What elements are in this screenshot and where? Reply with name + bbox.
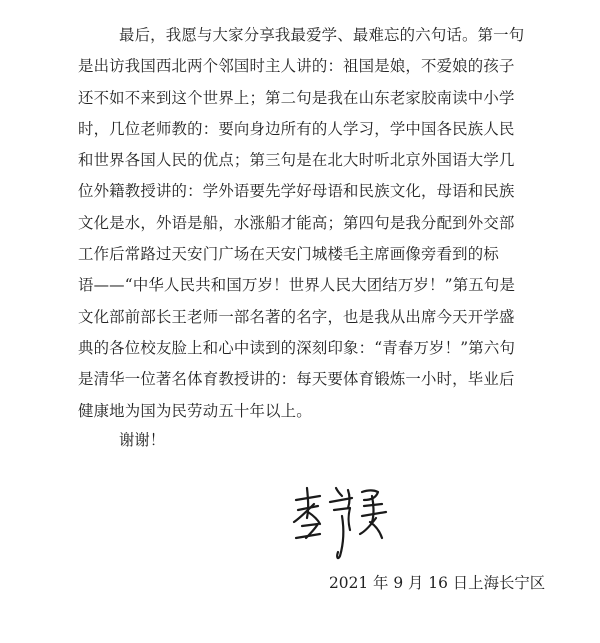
letter-line: 是出访我国西北两个邻国时主人讲的：祖国是娘，不爱娘的孩子: [78, 57, 515, 76]
letter-line: 文化部前部长王老师一部名著的名字，也是我从出席今天开学盛: [78, 307, 515, 326]
thanks-text: 谢谢！: [119, 431, 166, 449]
letter-line: 最后，我愿与大家分享我最爱学、最难忘的六句话。第一句: [119, 26, 525, 44]
letter-line: 还不如不来到这个世界上；第二句是我在山东老家胶南读中小学: [78, 88, 515, 107]
handwritten-signature: [290, 482, 400, 562]
closing-date-place: 2021 年 9 月 16 日上海长宁区: [329, 574, 546, 592]
letter-line: 是清华一位著名体育教授讲的：每天要体育锻炼一小时，毕业后: [78, 370, 515, 389]
letter-line: 时，几位老师教的：要向身边所有的人学习，学中国各民族人民: [78, 119, 515, 138]
letter-line: 工作后常路过天安门广场在天安门城楼毛主席画像旁看到的标: [78, 245, 499, 264]
letter-line: 文化是水，外语是船，水涨船才能高；第四句是我分配到外交部: [78, 213, 515, 232]
letter-line: 健康地为国为民劳动五十年以上。: [78, 401, 312, 420]
letter-body: [78, 20, 525, 427]
letter-line: 和世界各国人民的优点；第三句是在北大时听北京外国语大学几: [78, 151, 515, 170]
letter-line: 语——“中华人民共和国万岁！世界人民大团结万岁！”第五句是: [78, 276, 516, 295]
letter-line: 典的各位校友脸上和心中读到的深刻印象：“青春万岁！”第六句: [78, 338, 516, 357]
letter-line: 位外籍教授讲的：学外语要先学好母语和民族文化，母语和民族: [78, 182, 515, 201]
